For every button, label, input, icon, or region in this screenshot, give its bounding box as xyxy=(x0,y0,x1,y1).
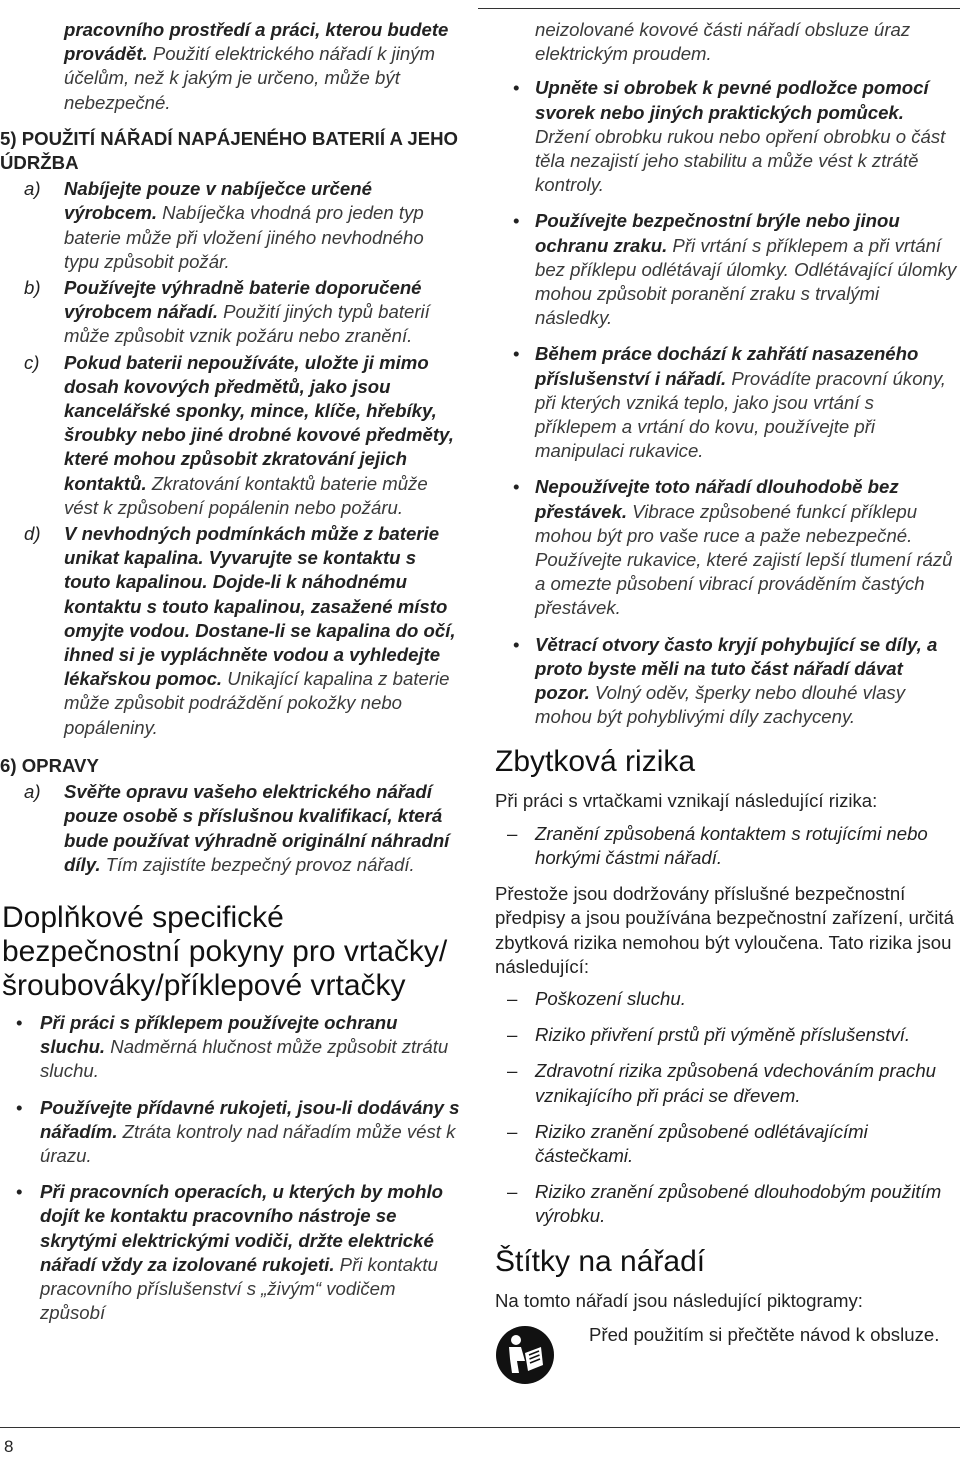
continuation-bold: pracovního prostředí a práci, kterou budete provádět. xyxy=(64,19,449,65)
residual-risks-paragraph: Přestože jsou dodržovány příslušné bezpečnostní předpisy a jsou používána bezpečnostní zařízení, určitá zbytková rizika nemohou být vyloučena. Tato rizika jsou následující: xyxy=(495,883,954,977)
pictogram-text: Před použitím si přečtěte návod k obsluze. xyxy=(589,1323,940,1345)
bullet-text: Volný oděv, šperky nebo dlouhé vlasy mohou být pohyblivými díly zachyceny. xyxy=(535,682,905,728)
list-item xyxy=(0,522,460,740)
bullet-bold-text: Větrací otvory často kryjí pohybující se díly, a proto byste měli na tuto část nářadí dávat pozor. xyxy=(535,633,938,704)
right-continuation: neizolované kovové části nářadí obsluze úraz elektrickým proudem. xyxy=(535,19,911,65)
item-label: a) xyxy=(24,178,41,200)
residual-risks-title: Zbytková rizika xyxy=(495,745,696,779)
dash-item: – Poškození sluchu. xyxy=(495,987,960,1011)
bullet-item xyxy=(0,1180,460,1325)
bullet-bold-text: Během práce dochází k zahřátí nasazeného příslušenství i nářadí. xyxy=(535,343,919,389)
bullet-text: Při kontaktu pracovního příslušenství s „živým“ vodičem způsobí xyxy=(40,1253,438,1324)
drill-safety-list xyxy=(495,76,960,729)
item-text: Tím zajistíte bezpečný provoz nářadí. xyxy=(100,853,415,875)
item-text: Nabíječka vhodná pro jeden typ baterie může při vložení jiného nevhodného typu způsobit požár. xyxy=(64,202,424,272)
read-manual-icon xyxy=(495,1325,555,1385)
item-text: Použití jiných typů baterií může způsobit vznik požáru nebo zranění. xyxy=(64,301,430,347)
list-item xyxy=(0,177,460,274)
bullet-item xyxy=(495,475,960,620)
dash-item: – Riziko zranění způsobené dlouhodobým použitím výrobku. xyxy=(495,1180,960,1228)
section-6-list xyxy=(0,780,460,877)
left-column xyxy=(0,18,460,1337)
bullet-bold-text: Používejte bezpečnostní brýle nebo jinou ochranu zraku. xyxy=(535,210,900,256)
continuation-paragraph xyxy=(0,18,460,115)
dash-item: – Zranění způsobená kontaktem s rotujícími nebo horkými částmi nářadí. xyxy=(495,822,960,870)
bullet-text: Provádíte pracovní úkony, při kterých vzniká teplo, jako jsou vrtání s příklepem a vrtání do kovu, používejte při manipulaci rukavice. xyxy=(535,367,946,462)
residual-risks-intro: Při práci s vrtačkami vznikají následující rizika: xyxy=(495,790,878,812)
bullet-item xyxy=(495,209,960,330)
bullet-bold-text: Při pracovních operacích, u kterých by mohlo dojít ke kontaktu pracovního nástroje se skrytými elektrickými vodiči, držte elektrické nářadí vždy za izolované rukojeti. xyxy=(40,1181,443,1275)
page-number: 8 xyxy=(4,1437,14,1456)
bullet-bold-text: Upněte si obrobek k pevné podložce pomocí svorek nebo jiných praktických pomůcek. xyxy=(535,77,929,123)
section-5-title: 5) POUŽITÍ NÁŘADÍ NAPÁJENÉHO BATERIÍ A JEHO ÚDRŽBA xyxy=(0,127,458,174)
item-bold-text: Pokud baterii nepoužíváte, uložte ji mimo dosah kovových předmětů, jako jsou kancelářské sponky, mince, klíče, hřebíky, šroubky nebo jiné drobné kovové předměty, které mohou způsobit zkratování jejich kontaktů. xyxy=(64,351,454,494)
bullet-text: Ztráta kontroly nad nářadím může vést k úrazu. xyxy=(40,1120,456,1166)
bullet-bold-text: Při práci s příklepem používejte ochranu sluchu. xyxy=(40,1011,398,1058)
additional-safety-list xyxy=(0,1011,460,1325)
tool-labels-intro: Na tomto nářadí jsou následující piktogramy: xyxy=(495,1289,863,1311)
tool-labels-title: Štítky na nářadí xyxy=(495,1244,706,1278)
item-label: d) xyxy=(24,523,41,545)
bullet-item xyxy=(495,76,960,197)
top-rule xyxy=(478,8,960,9)
item-label: b) xyxy=(24,277,41,299)
residual-risks-list-2 xyxy=(495,987,960,1229)
item-bold-text: Používejte výhradně baterie doporučené výrobcem nářadí. xyxy=(64,277,422,323)
dash-item: – Riziko zranění způsobené odlétávajícími částečkami. xyxy=(495,1120,960,1168)
section-6-title: 6) OPRAVY xyxy=(0,754,99,776)
bullet-text: Při vrtání s příklepem a při vrtání bez příklepu odlétávají úlomky. Odlétávající úlomky mohou způsobit poranění zraku s trvalými následky. xyxy=(535,234,957,329)
bullet-text: Vibrace způsobené funkcí příklepu mohou být pro vaše ruce a paže nebezpečné. Používejte rukavice, které zajistí lepší tlumení rázů a omezte působení vibrací prováděním častých přestávek. xyxy=(535,500,953,619)
bullet-item xyxy=(495,342,960,463)
bullet-text: Držení obrobku rukou nebo opření obrobku o část těla nezajistí jeho stabilitu a může vést k ztrátě kontroly. xyxy=(535,125,946,196)
section-5-list xyxy=(0,177,460,740)
bullet-item xyxy=(495,633,960,730)
item-bold-text: Svěřte opravu vašeho elektrického nářadí pouze osobě s příslušnou kvalifikací, která bude používat výhradně originální náhradní díly. xyxy=(64,781,450,875)
item-bold-text: V nevhodných podmínkách může z baterie unikat kapalina. Vyvarujte se kontaktu s touto kapalinou. Dojde-li k náhodnému kontaktu s touto kapalinou, zasažené místo omyjte vodou. Dostane-li se kapalina do očí, ihned si je vypláchněte vodou a vyhledejte lékařskou pomoc. xyxy=(64,523,456,690)
item-bold-text: Nabíjejte pouze v nabíječce určené výrobcem. xyxy=(64,178,372,224)
right-column xyxy=(495,18,960,1385)
bullet-bold-text: Používejte přídavné rukojeti, jsou-li dodávány s nářadím. xyxy=(40,1096,460,1142)
item-label: c) xyxy=(24,351,40,373)
list-item xyxy=(0,780,460,877)
item-label: a) xyxy=(24,781,41,803)
list-item xyxy=(0,276,460,349)
item-text: Unikající kapalina z baterie může způsobit podráždění pokožky nebo popáleniny. xyxy=(64,668,450,738)
bullet-bold-text: Nepoužívejte toto nářadí dlouhodobě bez přestávek. xyxy=(535,476,899,522)
item-text: Zkratování kontaktů baterie může vést k způsobení popálenin nebo požáru. xyxy=(64,472,428,518)
pictogram-row xyxy=(495,1323,960,1385)
continuation-normal: Použití elektrického nářadí k jiným účelům, než k jakým je určeno, může být nebezpečné. xyxy=(64,43,435,113)
bottom-rule xyxy=(0,1427,960,1428)
residual-risks-list-1 xyxy=(495,822,960,870)
list-item xyxy=(0,351,460,520)
additional-safety-title: Doplňkové specifické bezpečnostní pokyny pro vrtačky/ šroubováky/příklepové vrtačky xyxy=(2,900,448,1002)
dash-item: – Riziko přivření prstů při výměně příslušenství. xyxy=(495,1023,960,1047)
bullet-item xyxy=(0,1096,460,1169)
bullet-text: Nadměrná hlučnost může způsobit ztrátu sluchu. xyxy=(40,1036,449,1082)
dash-item: – Zdravotní rizika způsobená vdechováním prachu vznikajícího při práci se dřevem. xyxy=(495,1059,960,1107)
bullet-item xyxy=(0,1011,460,1084)
